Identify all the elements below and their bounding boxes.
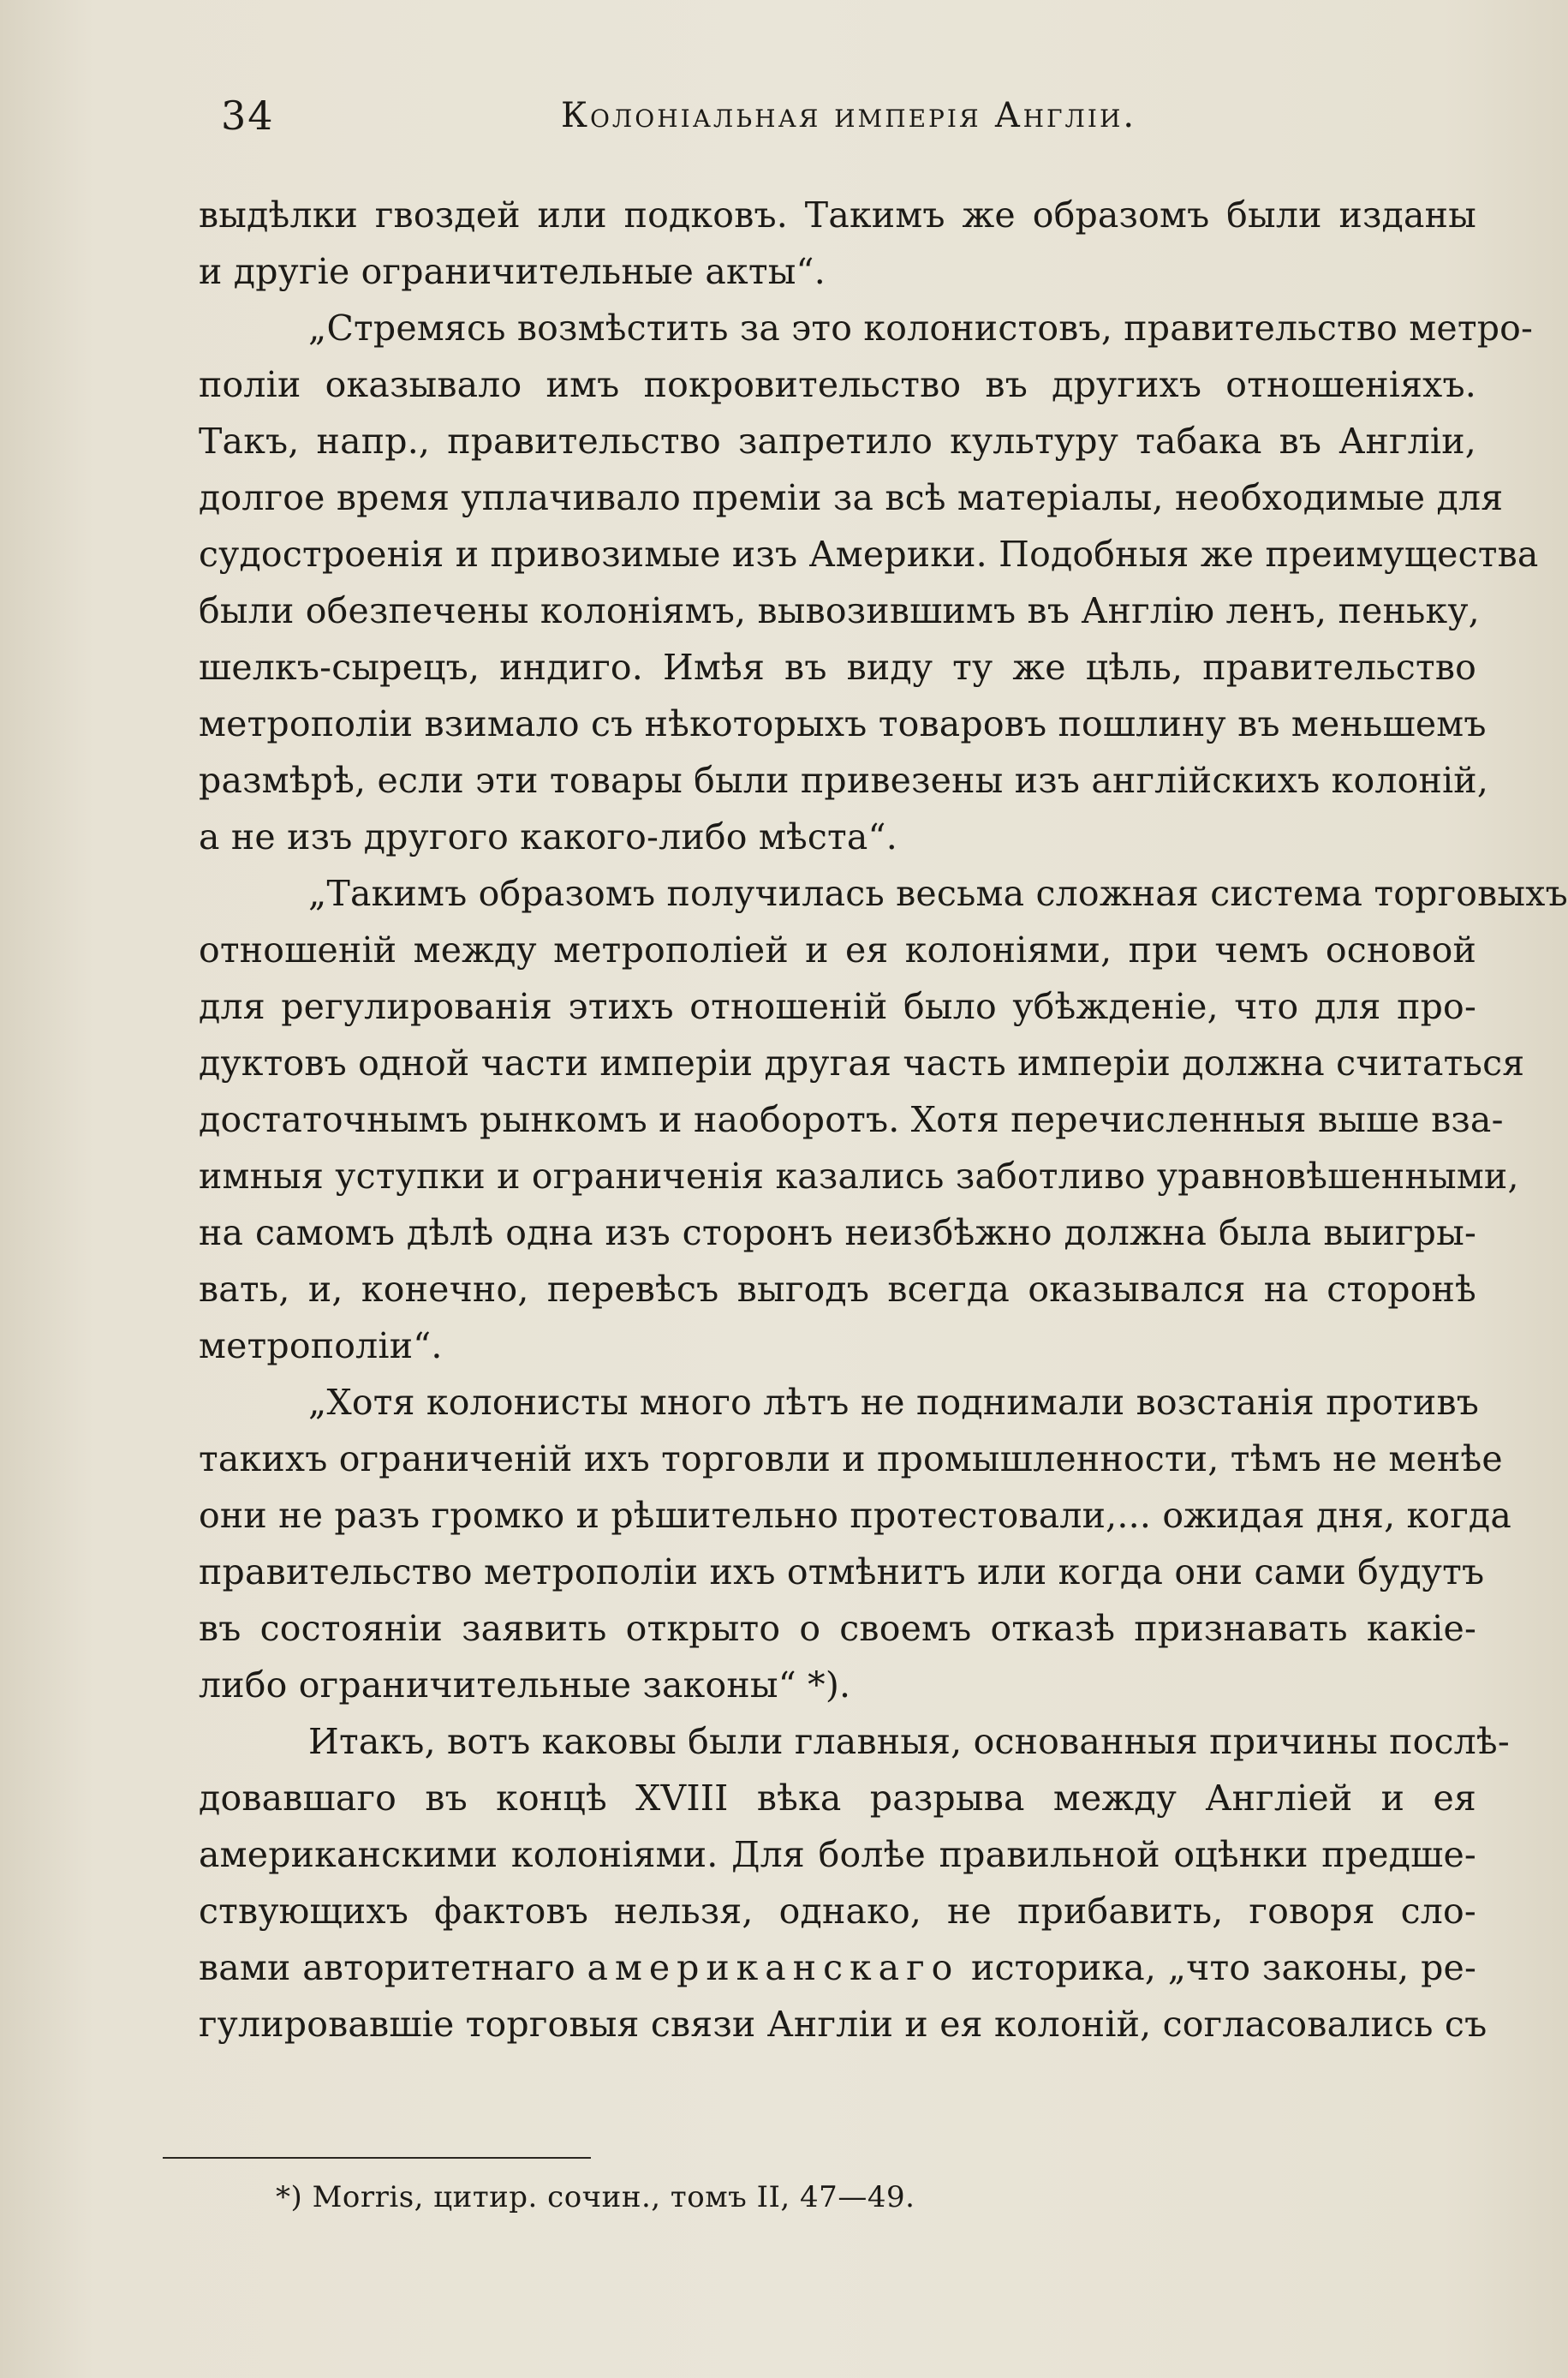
text-line: американскими колоніями. Для болѣе правильной оцѣнки предше- xyxy=(199,1834,1476,1875)
text-line: въ состояніи заявить открыто о своемъ отказѣ признавать какіе- xyxy=(199,1608,1476,1649)
text-line: а не изъ другого какого-либо мѣста“. xyxy=(199,816,897,857)
text-line: гулировавшіе торговыя связи Англіи и ея колоній, согласовались съ xyxy=(199,2004,1488,2045)
text-line: ствующихъ фактовъ нельзя, однако, не прибавить, говоря сло- xyxy=(199,1891,1476,1932)
page-header xyxy=(0,86,1568,154)
text-line: были обезпечены колоніямъ, вывозившимъ въ Англію ленъ, пеньку, xyxy=(199,590,1480,631)
text-line: метрополіи“. xyxy=(199,1325,443,1366)
text-segment: вами авторитетнаго xyxy=(199,1947,575,1988)
text-line: дуктовъ одной части имперіи другая часть имперіи должна считаться xyxy=(199,1043,1525,1084)
emphasized-word: американскаго xyxy=(587,1947,960,1988)
text-line: правительство метрополіи ихъ отмѣнитъ или когда они сами будутъ xyxy=(199,1551,1485,1592)
text-line: поліи оказывало имъ покровительство въ другихъ отношеніяхъ. xyxy=(199,364,1476,405)
running-title: Колоніальная имперія Англіи. xyxy=(561,96,1137,135)
text-line-with-emphasis xyxy=(199,1939,1476,1996)
text-line: метрополіи взимало съ нѣкоторыхъ товаровъ пошлину въ меньшемъ xyxy=(199,703,1487,744)
text-line: „Хотя колонисты много лѣтъ не поднимали возстанія противъ xyxy=(308,1382,1480,1423)
text-line: имныя уступки и ограниченія казались заботливо уравновѣшенными, xyxy=(199,1156,1519,1197)
text-line: Такъ, напр., правительство запретило культуру табака въ Англіи, xyxy=(199,421,1476,462)
text-line: на самомъ дѣлѣ одна изъ сторонъ неизбѣжно должна была выигры- xyxy=(199,1212,1476,1253)
text-line: и другіе ограничительные акты“. xyxy=(199,251,826,292)
text-line: достаточнымъ рынкомъ и наоборотъ. Хотя перечисленныя выше вза- xyxy=(199,1099,1504,1140)
text-line: шелкъ-сырецъ, индиго. Имѣя въ виду ту же цѣль, правительство xyxy=(199,647,1476,688)
text-segment: историка, „что законы, ре- xyxy=(970,1947,1477,1988)
footnote: *) Morris, цитир. сочин., томъ II, 47—49. xyxy=(276,2180,915,2214)
body-text xyxy=(199,187,1568,2052)
text-line: размѣрѣ, если эти товары были привезены изъ англійскихъ колоній, xyxy=(199,760,1489,801)
text-line: довавшаго въ концѣ XVIII вѣка разрыва между Англіей и ея xyxy=(199,1778,1476,1819)
text-line: выдѣлки гвоздей или подковъ. Такимъ же образомъ были изданы xyxy=(199,194,1476,236)
text-line: „Такимъ образомъ получилась весьма сложная система торговыхъ xyxy=(308,873,1568,914)
text-line: „Стремясь возмѣстить за это колонистовъ, правительство метро- xyxy=(308,308,1534,349)
text-line: судостроенія и привозимые изъ Америки. Подобныя же преимущества xyxy=(199,534,1539,575)
footnote-divider xyxy=(163,2157,591,2159)
text-line: они не разъ громко и рѣшительно протестовали,... ожидая дня, когда xyxy=(199,1495,1512,1536)
text-line: для регулированія этихъ отношеній было убѣжденіе, что для про- xyxy=(199,986,1476,1027)
text-line: вать, и, конечно, перевѣсъ выгодъ всегда оказывался на сторонѣ xyxy=(199,1269,1476,1310)
page-number: 34 xyxy=(221,93,275,139)
text-line: Итакъ, вотъ каковы были главныя, основанныя причины послѣ- xyxy=(308,1721,1510,1762)
text-line: долгое время уплачивало преміи за всѣ матеріалы, необходимые для xyxy=(199,477,1504,518)
text-line: отношеній между метрополіей и ея колоніями, при чемъ основой xyxy=(199,929,1476,971)
text-line: либо ограничительные законы“ *). xyxy=(199,1664,851,1706)
text-line: такихъ ограниченій ихъ торговли и промышленности, тѣмъ не менѣе xyxy=(199,1438,1503,1479)
